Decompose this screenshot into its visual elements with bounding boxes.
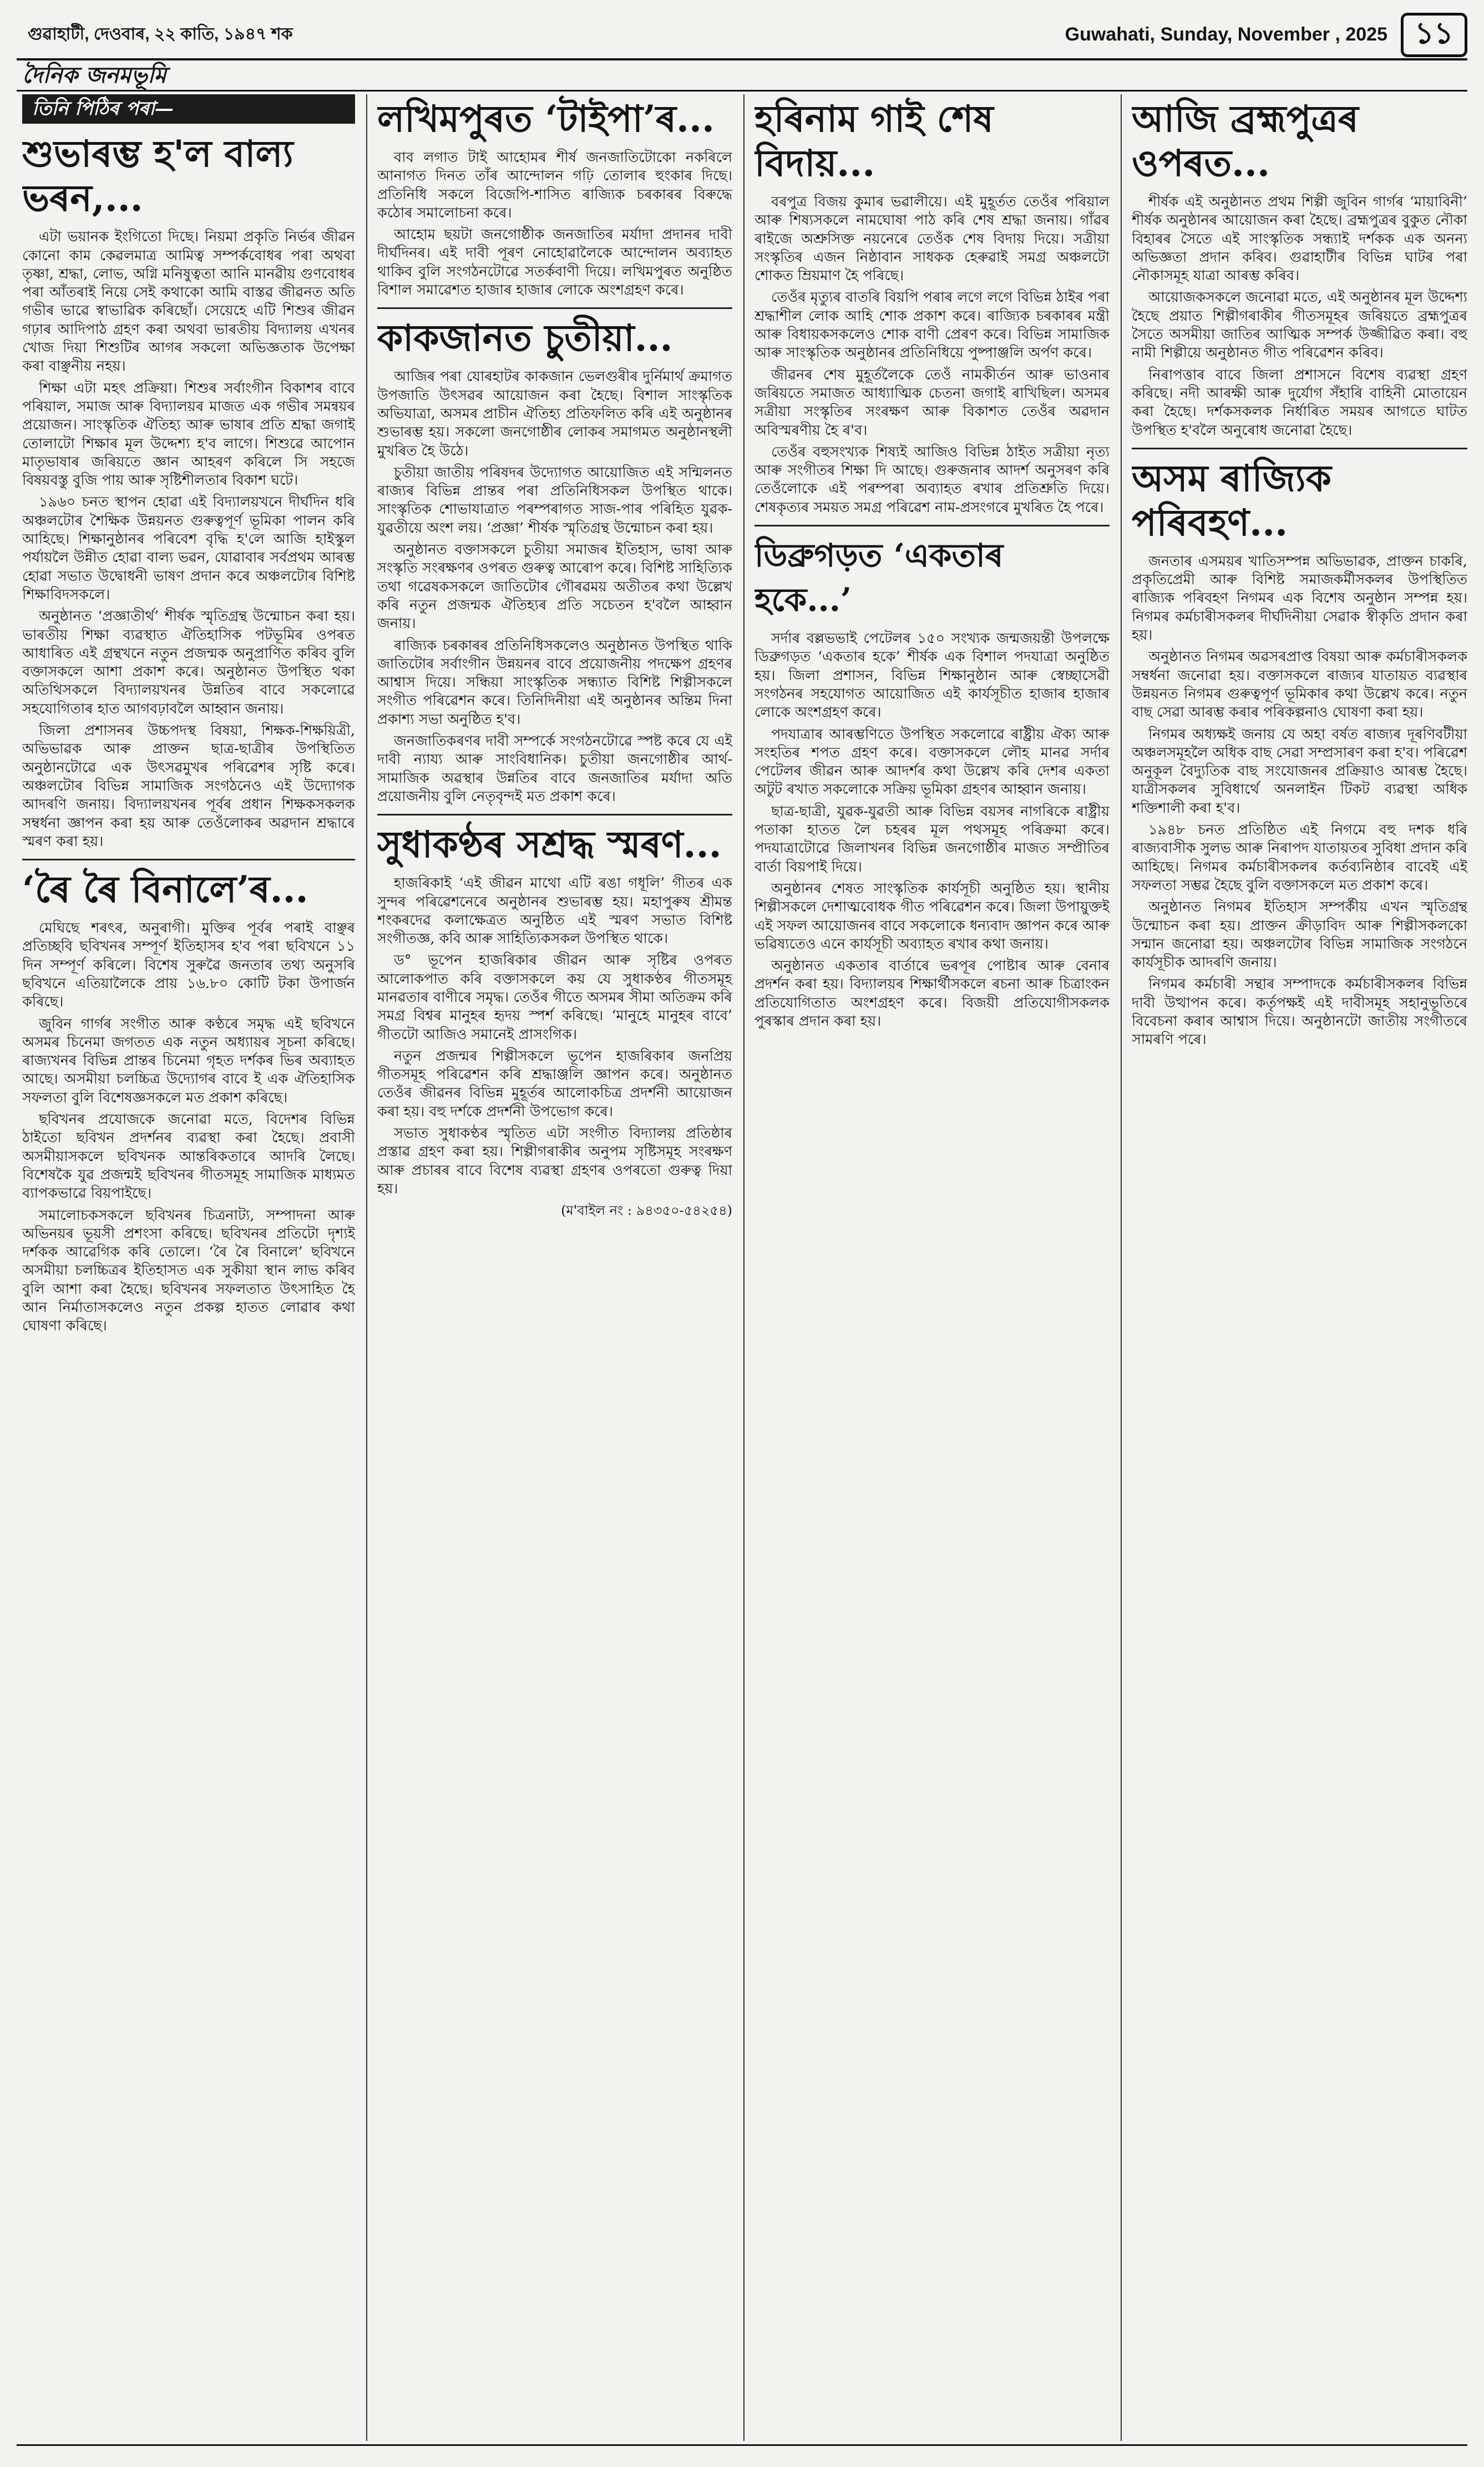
paragraph: জনজাতিকৰণৰ দাবী সম্পৰ্কে সংগঠনটোৱে স্পষ্ট কৰে যে এই দাবী ন্যায্য আৰু সাংবিধানিক। চুতীয়া জনগোষ্ঠীৰ আৰ্থ-সামাজিক অৱস্থাৰ উন্নতিৰ বাবে জনজাতিৰ মৰ্যাদা অতি প্ৰয়োজনীয় বুলি নেতৃবৃন্দই মত প্ৰকাশ কৰে। (377, 733, 732, 805)
article-separator (1132, 448, 1467, 449)
paragraph: ৰাজ্যিক চৰকাৰৰ প্ৰতিনিধিসকলেও অনুষ্ঠানত উপস্থিত থাকি জাতিটোৰ সৰ্বাংগীন উন্নয়নৰ বাবে প্ৰয়োজনীয় পদক্ষেপ গ্ৰহণৰ আশ্বাস দিয়ে। সন্ধিয়া সাংস্কৃতিক সন্ধ্যাত বিশিষ্ট শিল্পীসকলে সংগীত পৰিৱেশন কৰে। তিনিদিনীয়া এই অনুষ্ঠানৰ অন্তিম দিনা প্ৰকাশ্য সভা অনুষ্ঠিত হ'ব। (377, 637, 732, 728)
paragraph: সভাত সুধাকণ্ঠৰ স্মৃতিত এটা সংগীত বিদ্যালয় প্ৰতিষ্ঠাৰ প্ৰস্তাৱ গ্ৰহণ কৰা হয়। শিল্পীগৰাকীৰ অনুপম সৃষ্টিসমূহ সংৰক্ষণ আৰু প্ৰচাৰৰ বাবে বিশেষ ব্যৱস্থা গ্ৰহণৰ ওপৰতো গুৰুত্ব দিয়া হয়। (377, 1125, 732, 1197)
brand-strip (17, 62, 1467, 92)
paragraph: নতুন প্ৰজন্মৰ শিল্পীসকলে ভূপেন হাজৰিকাৰ জনপ্ৰিয় গীতসমূহ পৰিৱেশন কৰি শ্ৰদ্ধাঞ্জলি জ্ঞাপন কৰে। অনুষ্ঠানত তেওঁৰ জীৱনৰ বিভিন্ন মুহূৰ্তৰ আলোকচিত্ৰ প্ৰদৰ্শনী আয়োজন কৰা হয়। বহু দৰ্শকে প্ৰদৰ্শনী উপভোগ কৰে। (377, 1047, 732, 1120)
paragraph: তেওঁৰ মৃত্যুৰ বাতৰি বিয়পি পৰাৰ লগে লগে বিভিন্ন ঠাইৰ পৰা শ্ৰদ্ধাশীল লোক আহি শোক প্ৰকাশ কৰে। ৰাজ্যিক চৰকাৰৰ মন্ত্ৰী আৰু বিধায়কসকলেও শোক বাণী প্ৰেৰণ কৰে। বিভিন্ন সামাজিক আৰু সাংস্কৃতিক অনুষ্ঠানৰ প্ৰতিনিধিয়ে পুষ্পাঞ্জলি অৰ্পণ কৰে। (754, 289, 1110, 362)
paragraph: নিৰাপত্তাৰ বাবে জিলা প্ৰশাসনে বিশেষ ব্যৱস্থা গ্ৰহণ কৰিছে। নদী আৰক্ষী আৰু দুৰ্যোগ সঁহাৰি বাহিনী মোতায়েন কৰা হৈছে। দৰ্শকসকলক নিৰ্ধাৰিত সময়ৰ আগতে ঘাটত উপস্থিত হ'বলৈ অনুৰোধ জনোৱা হৈছে। (1132, 366, 1467, 439)
article-headline: শুভাৰম্ভ হ'ল বাল্য ভৰন,... (22, 132, 293, 220)
series-label: তিনি পিঠিৰ পৰা— (22, 94, 355, 124)
article-headline: অসম ৰাজ্যিক পৰিবহণ... (1132, 456, 1331, 544)
paragraph: পদযাত্ৰাৰ আৰম্ভণিতে উপস্থিত সকলোৱে ৰাষ্ট্ৰীয় ঐক্য আৰু সংহতিৰ শপত গ্ৰহণ কৰে। বক্তাসকলে লৌহ মানৱ সৰ্দাৰ পেটেলৰ জীৱন আৰু আদৰ্শৰ কথা উল্লেখ কৰি দেশৰ একতা অটুট ৰখাত সকলোকে সক্ৰিয় ভূমিকা গ্ৰহণৰ আহ্বান জনায়। (754, 726, 1110, 798)
article-body (22, 919, 355, 1336)
paragraph: অনুষ্ঠানত নিগমৰ অৱসৰপ্ৰাপ্ত বিষয়া আৰু কৰ্মচাৰীসকলক সম্বৰ্ধনা জনোৱা হয়। বক্তাসকলে ৰাজ্যৰ যাতায়ত ব্যৱস্থাৰ উন্নয়নত নিগমৰ গুৰুত্বপূৰ্ণ ভূমিকাৰ কথা উল্লেখ কৰে। নতুন বাছ সেৱা আৰম্ভ কৰাৰ পৰিকল্পনাও ঘোষণা কৰা হয়। (1132, 649, 1467, 721)
paragraph: ড° ভূপেন হাজৰিকাৰ জীৱন আৰু সৃষ্টিৰ ওপৰত আলোকপাত কৰি বক্তাসকলে কয় যে সুধাকণ্ঠৰ গীতসমূহ মানৱতাৰ বাণীৰে সমৃদ্ধ। তেওঁৰ গীতে অসমৰ সীমা অতিক্ৰম কৰি সমগ্ৰ বিশ্বৰ মানুহৰ হৃদয় স্পৰ্শ কৰিছে। ‘মানুহে মানুহৰ বাবে’ গীতটো আজিও সমানেই প্ৰাসংগিক। (377, 952, 732, 1043)
paragraph: বাব লগাত টাই আহোমৰ শীৰ্ষ জনজাতিটোকো নকৰিলে আনাগত দিনত তাঁৰ আন্দোলন গঢ়ি তোলাৰ হুংকাৰ দিছে। প্ৰতিনিধি সকলে বিজেপি-শাসিত ৰাজ্যিক চৰকাৰৰ বিৰুদ্ধে কঠোৰ সমালোচনা কৰে। (377, 149, 732, 221)
paragraph: ছবিখনৰ প্ৰযোজকে জনোৱা মতে, বিদেশৰ বিভিন্ন ঠাইতো ছবিখন প্ৰদৰ্শনৰ ব্যৱস্থা কৰা হৈছে। প্ৰবাসী অসমীয়াসকলে ছবিখনক আন্তৰিকতাৰে আদৰি লৈছে। বিশেষকৈ যুৱ প্ৰজন্মই ছবিখনৰ গীতসমূহ সামাজিক মাধ্যমত ব্যাপকভাৱে বিয়পাইছে। (22, 1111, 355, 1202)
masthead-date-left: গুৱাহাটী, দেওবাৰ, ২২ কাতি, ১৯৪৭ শক (28, 25, 293, 43)
article-separator (377, 814, 732, 815)
article-body (377, 874, 732, 1198)
paragraph: শীৰ্ষক এই অনুষ্ঠানত প্ৰথম শিল্পী জুবিন গাৰ্গৰ ‘মায়াবিনী’ শীৰ্ষক অনুষ্ঠানৰ আয়োজন কৰা হৈছে। ব্ৰহ্মপুত্ৰৰ বুকুত নৌকা বিহাৰৰ সৈতে এই সাংস্কৃতিক সন্ধ্যাই দৰ্শকক এক অনন্য অভিজ্ঞতা প্ৰদান কৰিব। গুৱাহাটীৰ বিভিন্ন ঘাটৰ পৰা নৌকাসমূহ যাত্ৰা আৰম্ভ কৰিব। (1132, 194, 1467, 285)
paragraph: ১৯৬০ চনত স্থাপন হোৱা এই বিদ্যালয়খনে দীৰ্ঘদিন ধৰি অঞ্চলটোৰ শৈক্ষিক উন্নয়নত গুৰুত্বপূৰ্ণ ভূমিকা পালন কৰি আহিছে। শিক্ষানুষ্ঠানৰ পৰিবেশ বৃদ্ধি হ'লে আজি হাইস্কুল পৰ্যায়লৈ উন্নীত হোৱা বাল্য ভৱন, যোৱাবাৰ সৰ্বপ্ৰথম আৰম্ভ হোৱা সভাত উদ্বোধনী ভাষণ প্ৰদান কৰে অঞ্চলটোৰ বিশিষ্ট শিক্ষাবিদসকলে। (22, 494, 355, 603)
paragraph: নিগমৰ কৰ্মচাৰী সন্থাৰ সম্পাদকে কৰ্মচাৰীসকলৰ বিভিন্ন দাবী উত্থাপন কৰে। কৰ্তৃপক্ষই এই দাবীসমূহ সহানুভূতিৰে বিবেচনা কৰাৰ আশ্বাস দিয়ে। অনুষ্ঠানটো জাতীয় সংগীতৰে সামৰণি পৰে। (1132, 976, 1467, 1048)
paragraph: আয়োজকসকলে জনোৱা মতে, এই অনুষ্ঠানৰ মূল উদ্দেশ্য হৈছে প্ৰয়াত শিল্পীগৰাকীৰ গীতসমূহৰ জৰিয়তে ব্ৰহ্মপুত্ৰৰ সৈতে অসমীয়া জাতিৰ আত্মিক সম্পৰ্ক উজ্জীৱিত কৰা। বহু নামী শিল্পীয়ে অনুষ্ঠানত গীত পৰিৱেশন কৰিব। (1132, 289, 1467, 362)
page-number: ১১ (1401, 13, 1467, 57)
paragraph: জনতাৰ এসময়ৰ খাতিসম্পন্ন অভিভাৱক, প্ৰাক্তন চাকৰি, প্ৰকৃতিপ্ৰেমী আৰু বিশিষ্ট সমাজকৰ্মীসকলৰ উপস্থিতিত ৰাজ্যিক পৰিবহণ নিগমৰ এক বিশেষ অনুষ্ঠান সম্পন্ন হয়। নিগমৰ কৰ্মচাৰীসকলৰ দীৰ্ঘদিনীয়া সেৱাক স্বীকৃতি প্ৰদান কৰা হয়। (1132, 553, 1467, 644)
article-body (754, 193, 1110, 517)
paragraph: অনুষ্ঠানত একতাৰ বাৰ্তাৰে ভৰপূৰ পোষ্টাৰ আৰু বেনাৰ প্ৰদৰ্শন কৰা হয়। বিদ্যালয়ৰ শিক্ষাৰ্থীসকলে ৰচনা আৰু চিত্ৰাংকন প্ৰতিযোগিতাত অংশগ্ৰহণ কৰে। বিজয়ী প্ৰতিযোগীসকলক পুৰস্কাৰ প্ৰদান কৰা হয়। (754, 958, 1110, 1030)
paragraph: ১৯৪৮ চনত প্ৰতিষ্ঠিত এই নিগমে বহু দশক ধৰি ৰাজ্যবাসীক সুলভ আৰু নিৰাপদ যাতায়তৰ সুবিধা প্ৰদান কৰি আহিছে। নিগমৰ কৰ্মচাৰীসকলৰ কৰ্তব্যনিষ্ঠাৰ বাবেই এই সফলতা সম্ভৱ হৈছে বুলি বক্তাসকলে মত প্ৰকাশ কৰে। (1132, 822, 1467, 894)
paragraph: জিলা প্ৰশাসনৰ উচ্চপদস্থ বিষয়া, শিক্ষক-শিক্ষয়িত্ৰী, অভিভাৱক আৰু প্ৰাক্তন ছাত্ৰ-ছাত্ৰীৰ উপস্থিতিত অনুষ্ঠানটোৱে এক উৎসৱমুখৰ পৰিৱেশৰ সৃষ্টি কৰে। অঞ্চলটোৰ বিভিন্ন সামাজিক সংগঠনেও এই উদ্যোগক আদৰণি জনায়। বিদ্যালয়খনৰ পূৰ্বৰ প্ৰধান শিক্ষকসকলক সম্বৰ্ধনা জ্ঞাপন কৰা হয় আৰু তেওঁলোকৰ অৱদান শ্ৰদ্ধাৰে স্মৰণ কৰা হয়। (22, 722, 355, 850)
paragraph: তেওঁৰ বহুসংখ্যক শিষ্যই আজিও বিভিন্ন ঠাইত সত্ৰীয়া নৃত্য আৰু সংগীতৰ শিক্ষা দি আছে। গুৰুজনাৰ আদৰ্শ অনুসৰণ কৰি তেওঁলোকে এই পৰম্পৰা অব্যাহত ৰখাৰ প্ৰতিশ্ৰুতি দিয়ে। শেষকৃত্যৰ সময়ত সমগ্ৰ পৰিৱেশ নাম-প্ৰসংগৰে মুখৰিত হৈ পৰে। (754, 443, 1110, 516)
paragraph: অনুষ্ঠানত ‘প্ৰজ্ঞাতীৰ্থ’ শীৰ্ষক স্মৃতিগ্ৰন্থ উন্মোচন কৰা হয়। ভাৰতীয় শিক্ষা ব্যৱস্থাত ঐতিহাসিক পটভূমিৰ ওপৰত আধাৰিত এই গ্ৰন্থখনে নতুন প্ৰজন্মক অনুপ্ৰাণিত কৰিব বুলি বক্তাসকলে আশা প্ৰকাশ কৰে। অনুষ্ঠানত উপস্থিত থকা অতিথিসকলে বিদ্যালয়খনৰ উন্নতিৰ বাবে সকলোৱে সহযোগিতাৰ হাত আগবঢ়াবলৈ আহ্বান জনায়। (22, 608, 355, 717)
paragraph: সমালোচকসকলে ছবিখনৰ চিত্ৰনাট্য, সম্পাদনা আৰু অভিনয়ৰ ভূয়সী প্ৰশংসা কৰিছে। ছবিখনৰ প্ৰতিটো দৃশ্যই দৰ্শকক আৱেগিক কৰি তোলে। ‘ৰৈ ৰৈ বিনালে’ ছবিখনে অসমীয়া চলচ্চিত্ৰৰ ইতিহাসত এক সুকীয়া স্থান লাভ কৰিব বুলি আশা কৰা হৈছে। ছবিখনৰ সফলতাত উৎসাহিত হৈ আন নিৰ্মাতাসকলেও নতুন প্ৰকল্প হাতত লোৱাৰ কথা ঘোষণা কৰিছে। (22, 1207, 355, 1335)
article-headline: ডিব্ৰুগড়ত ‘একতাৰ হকে...’ (754, 536, 1004, 619)
paragraph: জীৱনৰ শেষ মুহূৰ্তলৈকে তেওঁ নামকীৰ্তন আৰু ভাওনাৰ জৰিয়তে সমাজত আধ্যাত্মিক চেতনা জগাই ৰাখিছিল। অসমৰ সত্ৰীয়া সংস্কৃতিৰ সংৰক্ষণ আৰু বিকাশত তেওঁৰ অৱদান অবিস্মৰণীয় হৈ ৰ'ব। (754, 366, 1110, 439)
paragraph: বৰপুত্ৰ বিজয় কুমাৰ ভৱালীয়ে। এই মুহূৰ্তত তেওঁৰ পৰিয়াল আৰু শিষ্যসকলে নামঘোষা পাঠ কৰি শেষ শ্ৰদ্ধা জনায়। গাঁৱৰ ৰাইজে অশ্ৰুসিক্ত নয়নেৰে তেওঁক শেষ বিদায় দিয়ে। সত্ৰীয়া সংস্কৃতিৰ এজন নিষ্ঠাবান সাধকক হেৰুৱাই সমগ্ৰ অঞ্চলটো শোকত ম্ৰিয়মাণ হৈ পৰিছে। (754, 194, 1110, 285)
paragraph: শিক্ষা এটা মহৎ প্ৰক্ৰিয়া। শিশুৰ সৰ্বাংগীন বিকাশৰ বাবে পৰিয়াল, সমাজ আৰু বিদ্যালয়ৰ মাজত এক গভীৰ সমন্বয়ৰ প্ৰয়োজন। সাংস্কৃতিক ঐতিহ্য আৰু ভাষাৰ প্ৰতি শ্ৰদ্ধা জগাই তোলাটো শিক্ষাৰ মূল উদ্দেশ্য হ'ব লাগে। শিশুৱে আপোন মাতৃভাষাৰ জৰিয়তে জ্ঞান আহৰণ কৰিলে সি সহজে বিষয়বস্তু বুজি পায় আৰু সৃষ্টিশীলতাৰ বিকাশ ঘটে। (22, 379, 355, 489)
article-headline: আজি ব্ৰহ্মপুত্ৰৰ ওপৰত... (1132, 97, 1359, 185)
paragraph: আজিৰ পৰা যোৰহাটৰ কাকজান ভেলগুৰীৰ দুৰ্নিমাৰ্থ ক্ৰমাগত উপজাতি উৎসৱৰ আয়োজন কৰা হৈছে। বিশাল সাংস্কৃতিক অভিযাত্ৰা, অসমৰ প্ৰাচীন ঐতিহ্য প্ৰতিফলিত কৰি এই অনুষ্ঠানৰ শুভাৰম্ভ হয়। সকলো জনগোষ্ঠীৰ লোকৰ সমাগমত অনুষ্ঠানস্থলী মুখৰিত হৈ উঠে। (377, 368, 732, 459)
article-headline: হৰিনাম গাই শেষ বিদায়... (754, 97, 994, 185)
article-headline: কাকজানত চুতীয়া... (377, 316, 673, 360)
masthead-right (1065, 13, 1467, 57)
paragraph: সৰ্দাৰ বল্লভভাই পেটেলৰ ১৫০ সংখ্যক জন্মজয়ন্তী উপলক্ষে ডিব্ৰুগড়ত ‘একতাৰ হকে’ শীৰ্ষক এক বিশাল পদযাত্ৰা অনুষ্ঠিত হয়। জিলা প্ৰশাসন, বিভিন্ন শিক্ষানুষ্ঠান আৰু স্বেচ্ছাসেৱী সংগঠনৰ সহযোগত আয়োজিত এই কাৰ্যসূচীত হাজাৰ হাজাৰ লোকে অংশগ্ৰহণ কৰে। (754, 630, 1110, 721)
paragraph: অনুষ্ঠানৰ শেষত সাংস্কৃতিক কাৰ্যসূচী অনুষ্ঠিত হয়। স্থানীয় শিল্পীসকলে দেশাত্মবোধক গীত পৰিৱেশন কৰে। জিলা উপায়ুক্তই এই সফল আয়োজনৰ বাবে সকলোকে ধন্যবাদ জ্ঞাপন কৰে আৰু ভৱিষ্যতেও এনে কাৰ্যসূচী অব্যাহত ৰখাৰ কথা জনায়। (754, 880, 1110, 953)
article-body (1132, 193, 1467, 440)
article-separator (377, 307, 732, 309)
column-2 (377, 94, 732, 2441)
article-separator (754, 525, 1110, 526)
article-body (377, 368, 732, 806)
column-3 (754, 94, 1110, 2441)
column-divider (743, 94, 744, 2441)
paragraph: চুতীয়া জাতীয় পৰিষদৰ উদ্যোগত আয়োজিত এই সন্মিলনত ৰাজ্যৰ বিভিন্ন প্ৰান্তৰ পৰা প্ৰতিনিধিসকল উপস্থিত থাকে। সাংস্কৃতিক শোভাযাত্ৰাত পৰম্পৰাগত সাজ-পাৰ পৰিহিত যুৱক-যুৱতীয়ে অংশ লয়। ‘প্ৰজ্ঞা’ শীৰ্ষক স্মৃতিগ্ৰন্থ উন্মোচন কৰা হয়। (377, 464, 732, 536)
newspaper-brand: দৈনিক জনমভূমি (22, 62, 166, 88)
masthead (17, 11, 1467, 60)
column-divider (366, 94, 367, 2441)
column-1 (22, 94, 355, 2441)
article-headline: ‘ৰৈ ৰৈ বিনালে’ৰ... (22, 868, 308, 911)
article-body (1132, 553, 1467, 1050)
article-body (754, 630, 1110, 1031)
masthead-date-right: Guwahati, Sunday, November , 2025 (1065, 24, 1387, 45)
paragraph: ছাত্ৰ-ছাত্ৰী, যুৱক-যুৱতী আৰু বিভিন্ন বয়সৰ নাগৰিকে ৰাষ্ট্ৰীয় পতাকা হাতত লৈ চহৰৰ মূল পথসমূহ পৰিক্ৰমা কৰে। পদযাত্ৰাটোৱে জিলাখনৰ বিভিন্ন জনগোষ্ঠীৰ মাজত সম্প্ৰীতিৰ বাৰ্তা বিয়পাই দিয়ে। (754, 803, 1110, 875)
paragraph: মেঘিছে শৰৎৰ, অনুৰাগী। মুক্তিৰ পূৰ্বৰ পৰাই বাঞ্ছৰ প্ৰতিচ্ছবি ছবিখনৰ সম্পূৰ্ণ ইতিহাসৰ হ'ব পৰা ছবিখনে ১১ দিন সম্পূৰ্ণ কৰিলে। বিশেষ সুৰুৱৈ জনতাৰ তথ্য অনুসৰি ছবিখনে এতিয়ালৈকে প্ৰায় ১৬.৮০ কোটি টকা উপাৰ্জন কৰিছে। (22, 920, 355, 1011)
paragraph: অনুষ্ঠানত নিগমৰ ইতিহাস সম্পৰ্কীয় এখন স্মৃতিগ্ৰন্থ উন্মোচন কৰা হয়। প্ৰাক্তন ক্ৰীড়াবিদ আৰু শিল্পীসকলকো সন্মান জনোৱা হয়। অঞ্চলটোৰ বিভিন্ন সামাজিক সংগঠনে কাৰ্যসূচীক আদৰণি জনায়। (1132, 899, 1467, 971)
column-4 (1132, 94, 1467, 2441)
article-body (377, 149, 732, 300)
article-separator (22, 859, 355, 860)
article-headline: লখিমপুৰত ‘টাইপা’ৰ... (377, 97, 715, 140)
paragraph: আহোম ছয়টা জনগোষ্ঠীক জনজাতিৰ মৰ্যাদা প্ৰদানৰ দাবী দীৰ্ঘদিনৰ। এই দাবী পূৰণ নোহোৱালৈকে আন্দোলন অব্যাহত থাকিব বুলি সংগঠনটোৱে সতৰ্কবাণী দিয়ে। লখিমপুৰত অনুষ্ঠিত বিশাল সমাৱেশত হাজাৰ হাজাৰ লোকে অংশগ্ৰহণ কৰে। (377, 226, 732, 299)
paragraph: হাজৰিকাই ‘এই জীৱন মাথো এটি ৰঙা গধূলি’ গীতৰ এক সুন্দৰ পৰিৱেশনেৰে অনুষ্ঠানৰ শুভাৰম্ভ হয়। মহাপুৰুষ শ্ৰীমন্ত শংকৰদেৱ কলাক্ষেত্ৰত অনুষ্ঠিত এই স্মৰণ সভাত বিশিষ্ট সংগীতজ্ঞ, কবি আৰু সাহিত্যিকসকল উপস্থিত থাকে। (377, 875, 732, 948)
article-byline: (ম'বাইল নং : ৯৪৩৫০-৫৪২৫৪) (561, 1203, 732, 1219)
article-body (22, 228, 355, 851)
paragraph: নিগমৰ অধ্যক্ষই জনায় যে অহা বৰ্ষত ৰাজ্যৰ দূৰণিবটীয়া অঞ্চলসমূহলৈ অধিক বাছ সেৱা সম্প্ৰসাৰণ কৰা হ'ব। পৰিৱেশ অনুকূল বৈদ্যুতিক বাছ সংযোজনৰ প্ৰক্ৰিয়াও আৰম্ভ হৈছে। যাত্ৰীসকলৰ সুবিধাৰ্থে অনলাইন টিকট ব্যৱস্থা অধিক শক্তিশালী কৰা হ'ব। (1132, 726, 1467, 817)
paragraph: এটা ভয়ানক ইংগিতো দিছে। নিয়মা প্ৰকৃতি নিৰ্ভৰ জীৱন কোনো কাম কেৱলমাত্ৰ আমিত্ব সম্পৰ্কবোধৰ পৰা অথবা তৃষ্ণা, শ্ৰদ্ধা, লোভ, অগ্নি মনিষুত্বতা আনি মানৱীয় গুণবোধৰ পৰা আঁতৰাই নিয়ে সেই কথাকো আমি বাস্তৱ জীৱনত অতি গভীৰ ভাৱে স্বাভাৱিক কৰিছোঁ। সেয়েহে এটি শিশুৰ জীৱন গঢ়াৰ আদিপাঠ গ্ৰহণ কৰা অথবা ভাৰতীয় বিদ্যালয় এখনৰ খোজ দিয়া শিশুটিৰ আগৰ সকলো অভিজ্ঞতাক উপেক্ষা কৰা বাঞ্ছনীয় নহয়। (22, 229, 355, 375)
page-footer-rule (17, 2444, 1467, 2457)
paragraph: জুবিন গাৰ্গৰ সংগীত আৰু কণ্ঠৰে সমৃদ্ধ এই ছবিখনে অসমৰ চিনেমা জগতত এক নতুন অধ্যায়ৰ সূচনা কৰিছে। ৰাজ্যখনৰ বিভিন্ন প্ৰান্তৰ চিনেমা গৃহত দৰ্শকৰ ভিৰ অব্যাহত আছে। অসমীয়া চলচ্চিত্ৰ উদ্যোগৰ বাবে ই এক ঐতিহাসিক সফলতা বুলি বিশেষজ্ঞসকলে মত প্ৰকাশ কৰিছে। (22, 1015, 355, 1106)
paragraph: অনুষ্ঠানত বক্তাসকলে চুতীয়া সমাজৰ ইতিহাস, ভাষা আৰু সংস্কৃতি সংৰক্ষণৰ ওপৰত গুৰুত্ব আৰোপ কৰে। বিশিষ্ট সাহিত্যিক তথা গৱেষকসকলে জাতিটোৰ গৌৰৱময় অতীতৰ কথা উল্লেখ কৰি নতুন প্ৰজন্মক ঐতিহ্যৰ প্ৰতি সচেতন হ'বলৈ আহ্বান জনায়। (377, 541, 732, 632)
article-headline: সুধাকণ্ঠৰ সশ্ৰদ্ধ স্মৰণ... (377, 823, 722, 867)
column-divider (1121, 94, 1122, 2441)
